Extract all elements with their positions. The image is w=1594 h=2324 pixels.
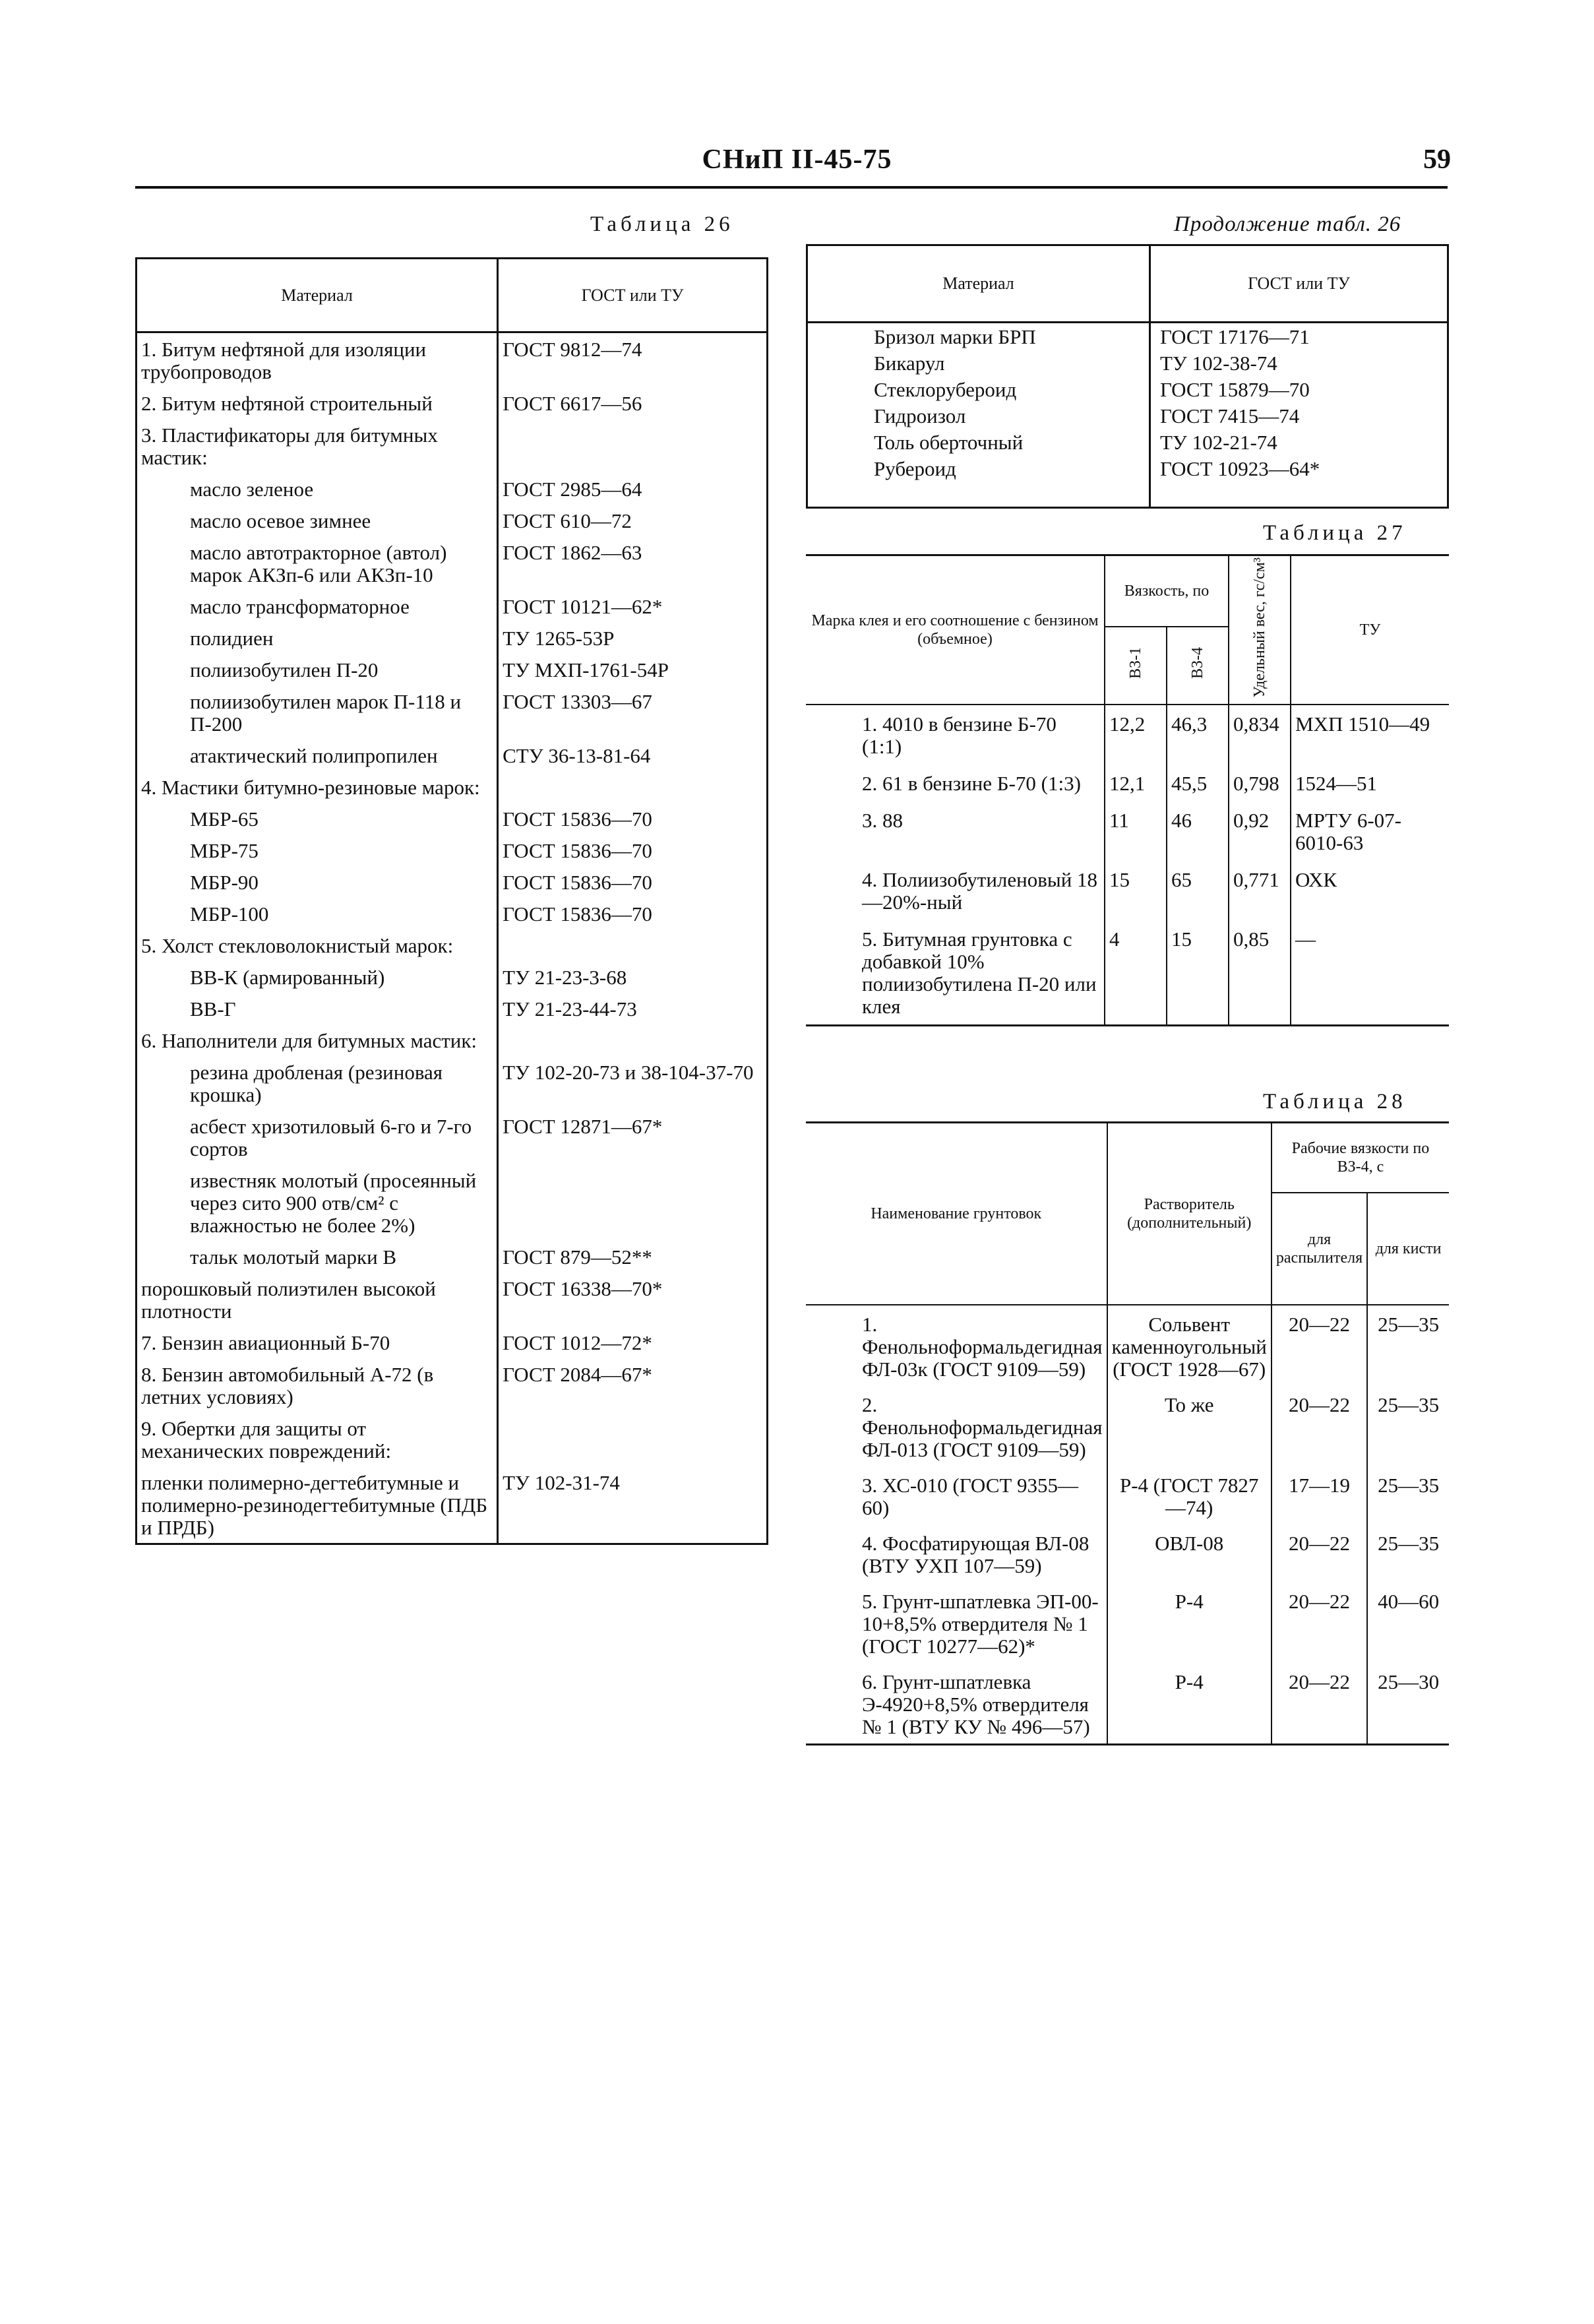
brush-cell: 25—35 xyxy=(1367,1305,1449,1386)
material-cell: 6. Наполнители для битумных мастик: xyxy=(137,1024,498,1056)
material-cell: полиизобутилен П-20 xyxy=(137,654,498,685)
material-cell: Стеклорубероид xyxy=(807,376,1150,402)
table27-caption: Таблица 27 xyxy=(1263,521,1407,545)
table28-caption: Таблица 28 xyxy=(1263,1090,1407,1114)
table27-header-vz4 xyxy=(1167,627,1229,705)
table-row xyxy=(806,705,1449,765)
tu-cell: 1524—51 xyxy=(1291,765,1449,801)
gost-cell: ГОСТ 10121—62* xyxy=(503,595,663,618)
primer-name-cell: 2. Фенольноформальдегидная ФЛ-013 (ГОСТ 9109—59) xyxy=(806,1386,1107,1466)
table-row xyxy=(137,1024,768,1056)
table-row xyxy=(137,1327,768,1358)
table27-body xyxy=(806,705,1449,1026)
material-cell: полидиен xyxy=(137,622,498,654)
table28-header-solvent: Растворитель (дополнительный) xyxy=(1107,1123,1272,1305)
tu-cell: ОХК xyxy=(1291,861,1449,920)
material-cell: Гидроизол xyxy=(807,402,1150,429)
gost-cell: ТУ МХП-1761-54Р xyxy=(503,658,669,681)
vz4-cell: 46 xyxy=(1167,801,1229,861)
gost-cell: ГОСТ 1862—63 xyxy=(503,541,642,564)
solvent-cell: Сольвент каменноугольный (ГОСТ 1928—67) xyxy=(1107,1305,1272,1386)
table-row xyxy=(137,1272,768,1327)
gost-cell: ГОСТ 17176—71 xyxy=(1160,325,1310,348)
table-row xyxy=(137,1412,768,1466)
table-row xyxy=(137,866,768,898)
gost-cell: ТУ 1265-53Р xyxy=(503,627,615,650)
table-row xyxy=(137,898,768,929)
gost-cell: ГОСТ 2985—64 xyxy=(503,478,642,501)
table-row xyxy=(137,387,768,419)
table26cont-header-gost: ГОСТ или ТУ xyxy=(1150,245,1448,323)
gost-cell: ГОСТ 15836—70 xyxy=(503,902,652,926)
table27-header-density xyxy=(1229,555,1291,705)
material-cell: асбест хризотиловый 6-го и 7-го сортов xyxy=(137,1110,498,1164)
table-row xyxy=(137,1164,768,1241)
brand-cell: 4. Полиизобутиленовый 18—20%-ный xyxy=(806,861,1105,920)
density-cell: 0,834 xyxy=(1229,705,1291,765)
table-row xyxy=(806,1386,1449,1466)
gost-cell: ТУ 102-20-73 и 38-104-37-70 xyxy=(503,1061,754,1084)
table26-header-material: Материал xyxy=(137,259,498,332)
vz4-cell: 15 xyxy=(1167,920,1229,1026)
gost-cell: ТУ 102-21-74 xyxy=(1160,431,1277,454)
brush-cell: 25—30 xyxy=(1367,1663,1449,1745)
gost-cell xyxy=(498,1024,768,1056)
material-cell: масло зеленое xyxy=(137,473,498,505)
gost-cell xyxy=(498,419,768,473)
vz4-cell: 65 xyxy=(1167,861,1229,920)
material-cell: Бикарул xyxy=(807,350,1150,376)
primer-name-cell: 5. Грунт-шпатлевка ЭП-00-10+8,5% отвердителя № 1 (ГОСТ 10277—62)* xyxy=(806,1583,1107,1663)
vz1-cell: 12,2 xyxy=(1105,705,1167,765)
table-row xyxy=(137,993,768,1024)
gost-cell xyxy=(498,1412,768,1466)
table-row xyxy=(137,590,768,622)
table-row xyxy=(807,455,1448,508)
solvent-cell: То же xyxy=(1107,1386,1272,1466)
table-row xyxy=(137,685,768,739)
gost-cell: ГОСТ 10923—64* xyxy=(1160,457,1320,480)
table-row xyxy=(137,1056,768,1110)
material-cell: 3. Пластификаторы для битумных мастик: xyxy=(137,419,498,473)
table26cont-body xyxy=(807,323,1448,508)
material-cell: тальк молотый марки В xyxy=(137,1241,498,1272)
table26-caption: Таблица 26 xyxy=(590,212,734,236)
table27-header-brand: Марка клея и его соотношение с бензином (объемное) xyxy=(806,555,1105,705)
table-row xyxy=(137,1358,768,1412)
brush-cell: 25—35 xyxy=(1367,1386,1449,1466)
table-row xyxy=(806,920,1449,1026)
gost-cell: ГОСТ 2084—67* xyxy=(503,1363,652,1386)
material-cell: 5. Холст стекловолокнистый марок: xyxy=(137,929,498,961)
gost-cell xyxy=(498,929,768,961)
solvent-cell: Р-4 xyxy=(1107,1663,1272,1745)
header-rule xyxy=(135,186,1448,189)
brush-cell: 25—35 xyxy=(1367,1466,1449,1524)
table26-continued xyxy=(806,244,1449,509)
tu-cell: МХП 1510—49 xyxy=(1291,705,1449,765)
gost-cell: ГОСТ 15836—70 xyxy=(503,839,652,862)
table-row xyxy=(807,350,1448,376)
material-cell: МБР-65 xyxy=(137,803,498,834)
material-cell: масло осевое зимнее xyxy=(137,505,498,536)
table27-header-vz4-text: ВЗ-4 xyxy=(1189,647,1206,679)
table28-header-spray: для распылителя xyxy=(1272,1193,1367,1305)
table27-header-vz1-text: ВЗ-1 xyxy=(1127,647,1144,679)
material-cell: 1. Битум нефтяной для изоляции трубопроводов xyxy=(137,332,498,388)
material-cell: ВВ-Г xyxy=(137,993,498,1024)
tu-cell: МРТУ 6-07-6010-63 xyxy=(1291,801,1449,861)
solvent-cell: Р-4 xyxy=(1107,1583,1272,1663)
material-cell: 4. Мастики битумно-резиновые марок: xyxy=(137,771,498,803)
gost-cell xyxy=(498,1164,768,1241)
gost-cell: ГОСТ 9812—74 xyxy=(503,338,642,361)
material-cell: МБР-100 xyxy=(137,898,498,929)
table-row xyxy=(806,1466,1449,1524)
table28 xyxy=(806,1121,1449,1745)
material-cell: полиизобутилен марок П-118 и П-200 xyxy=(137,685,498,739)
gost-cell: ГОСТ 16338—70* xyxy=(503,1277,663,1300)
gost-cell: ГОСТ 15836—70 xyxy=(503,871,652,894)
table-row xyxy=(137,1241,768,1272)
table27-header-density-text: Удельный вес, гс/см³ xyxy=(1251,557,1268,698)
vz4-cell: 46,3 xyxy=(1167,705,1229,765)
table-row xyxy=(807,376,1448,402)
table-row xyxy=(806,1663,1449,1745)
material-cell: масло трансформаторное xyxy=(137,590,498,622)
spray-cell: 20—22 xyxy=(1272,1663,1367,1745)
table-row xyxy=(137,929,768,961)
material-cell: резина дробленая (резиновая крошка) xyxy=(137,1056,498,1110)
material-cell: известняк молотый (просеянный через сито 900 отв/см² с влажностью не более 2%) xyxy=(137,1164,498,1241)
gost-cell: ГОСТ 1012—72* xyxy=(503,1331,652,1354)
table-row xyxy=(137,1466,768,1544)
table27-header-tu: ТУ xyxy=(1291,555,1449,705)
gost-cell: ГОСТ 13303—67 xyxy=(503,690,652,713)
material-cell: 2. Битум нефтяной строительный xyxy=(137,387,498,419)
material-cell: масло автотракторное (автол) марок АКЗп-6 или АКЗп-10 xyxy=(137,536,498,590)
brush-cell: 25—35 xyxy=(1367,1524,1449,1583)
brush-cell: 40—60 xyxy=(1367,1583,1449,1663)
table-row xyxy=(137,332,768,388)
gost-cell: ТУ 21-23-3-68 xyxy=(503,966,627,989)
material-cell: 9. Обертки для защиты от механических повреждений: xyxy=(137,1412,498,1466)
gost-cell: ТУ 21-23-44-73 xyxy=(503,997,637,1021)
spray-cell: 20—22 xyxy=(1272,1386,1367,1466)
table-row xyxy=(137,834,768,866)
material-cell: ВВ-К (армированный) xyxy=(137,961,498,993)
brand-cell: 5. Битумная грунтовка с добавкой 10% полиизобутилена П-20 или клея xyxy=(806,920,1105,1026)
table-row xyxy=(137,771,768,803)
table-row xyxy=(806,1305,1449,1386)
table-row xyxy=(137,622,768,654)
table-row xyxy=(137,1110,768,1164)
vz1-cell: 15 xyxy=(1105,861,1167,920)
table28-header-name: Наименование грунтовок xyxy=(806,1123,1107,1305)
table-row xyxy=(137,505,768,536)
gost-cell: ГОСТ 610—72 xyxy=(503,509,632,532)
table-row xyxy=(807,402,1448,429)
material-cell: МБР-75 xyxy=(137,834,498,866)
table-row xyxy=(806,765,1449,801)
tu-cell: — xyxy=(1291,920,1449,1026)
brand-cell: 2. 61 в бензине Б-70 (1:3) xyxy=(806,765,1105,801)
table-row xyxy=(807,323,1448,350)
table-row xyxy=(807,429,1448,455)
spray-cell: 17—19 xyxy=(1272,1466,1367,1524)
table-row xyxy=(137,473,768,505)
table-row xyxy=(806,801,1449,861)
table26cont-header-material: Материал xyxy=(807,245,1150,323)
table27-header-vz1 xyxy=(1105,627,1167,705)
density-cell: 0,92 xyxy=(1229,801,1291,861)
table26cont-caption: Продолжение табл. 26 xyxy=(1174,212,1401,236)
material-cell: Рубероид xyxy=(807,455,1150,508)
table-row xyxy=(137,419,768,473)
table-row xyxy=(806,1524,1449,1583)
spray-cell: 20—22 xyxy=(1272,1305,1367,1386)
table27-header-viscosity: Вязкость, по xyxy=(1105,555,1229,627)
table28-header-viscosity: Рабочие вязкости по ВЗ-4, с xyxy=(1272,1123,1449,1193)
spray-cell: 20—22 xyxy=(1272,1524,1367,1583)
table-row xyxy=(137,739,768,771)
page-header-title: СНиП II-45-75 xyxy=(702,144,892,175)
brand-cell: 1. 4010 в бензине Б-70 (1:1) xyxy=(806,705,1105,765)
table-row xyxy=(806,861,1449,920)
gost-cell: ТУ 102-31-74 xyxy=(503,1471,620,1494)
page-number: 59 xyxy=(1423,144,1451,175)
gost-cell: ГОСТ 12871—67* xyxy=(503,1115,663,1138)
vz1-cell: 4 xyxy=(1105,920,1167,1026)
density-cell: 0,85 xyxy=(1229,920,1291,1026)
gost-cell: СТУ 36-13-81-64 xyxy=(503,744,651,767)
gost-cell: ГОСТ 6617—56 xyxy=(503,392,642,415)
primer-name-cell: 6. Грунт-шпатлевка Э-4920+8,5% отвердителя № 1 (ВТУ КУ № 496—57) xyxy=(806,1663,1107,1745)
table28-body xyxy=(806,1305,1449,1745)
gost-cell: ГОСТ 879—52** xyxy=(503,1245,652,1269)
gost-cell: ГОСТ 7415—74 xyxy=(1160,404,1300,427)
table27 xyxy=(806,554,1449,1026)
table26-header-gost: ГОСТ или ТУ xyxy=(498,259,768,332)
material-cell: 7. Бензин авиационный Б-70 xyxy=(137,1327,498,1358)
primer-name-cell: 3. ХС-010 (ГОСТ 9355—60) xyxy=(806,1466,1107,1524)
table-row xyxy=(137,803,768,834)
material-cell: атактический полипропилен xyxy=(137,739,498,771)
table-row xyxy=(137,654,768,685)
vz4-cell: 45,5 xyxy=(1167,765,1229,801)
material-cell: Толь оберточный xyxy=(807,429,1150,455)
material-cell: Бризол марки БРП xyxy=(807,323,1150,350)
solvent-cell: ОВЛ-08 xyxy=(1107,1524,1272,1583)
vz1-cell: 12,1 xyxy=(1105,765,1167,801)
solvent-cell: Р-4 (ГОСТ 7827—74) xyxy=(1107,1466,1272,1524)
primer-name-cell: 1. Фенольноформальдегидная ФЛ-03к (ГОСТ 9109—59) xyxy=(806,1305,1107,1386)
brand-cell: 3. 88 xyxy=(806,801,1105,861)
table-row xyxy=(806,1583,1449,1663)
material-cell: порошковый полиэтилен высокой плотности xyxy=(137,1272,498,1327)
gost-cell: ГОСТ 15879—70 xyxy=(1160,378,1310,401)
table-row xyxy=(137,536,768,590)
gost-cell: ТУ 102-38-74 xyxy=(1160,352,1277,375)
material-cell: пленки полимерно-дегтебитумные и полимерно-резинодегтебитумные (ПДБ и ПРДБ) xyxy=(137,1466,498,1544)
gost-cell xyxy=(498,771,768,803)
density-cell: 0,798 xyxy=(1229,765,1291,801)
density-cell: 0,771 xyxy=(1229,861,1291,920)
material-cell: 8. Бензин автомобильный А-72 (в летних условиях) xyxy=(137,1358,498,1412)
material-cell: МБР-90 xyxy=(137,866,498,898)
table26 xyxy=(135,257,768,1545)
table28-header-brush: для кисти xyxy=(1367,1193,1449,1305)
vz1-cell: 11 xyxy=(1105,801,1167,861)
gost-cell: ГОСТ 15836—70 xyxy=(503,807,652,831)
spray-cell: 20—22 xyxy=(1272,1583,1367,1663)
table-row xyxy=(137,961,768,993)
table26-body xyxy=(137,332,768,1544)
primer-name-cell: 4. Фосфатирующая ВЛ-08 (ВТУ УХП 107—59) xyxy=(806,1524,1107,1583)
